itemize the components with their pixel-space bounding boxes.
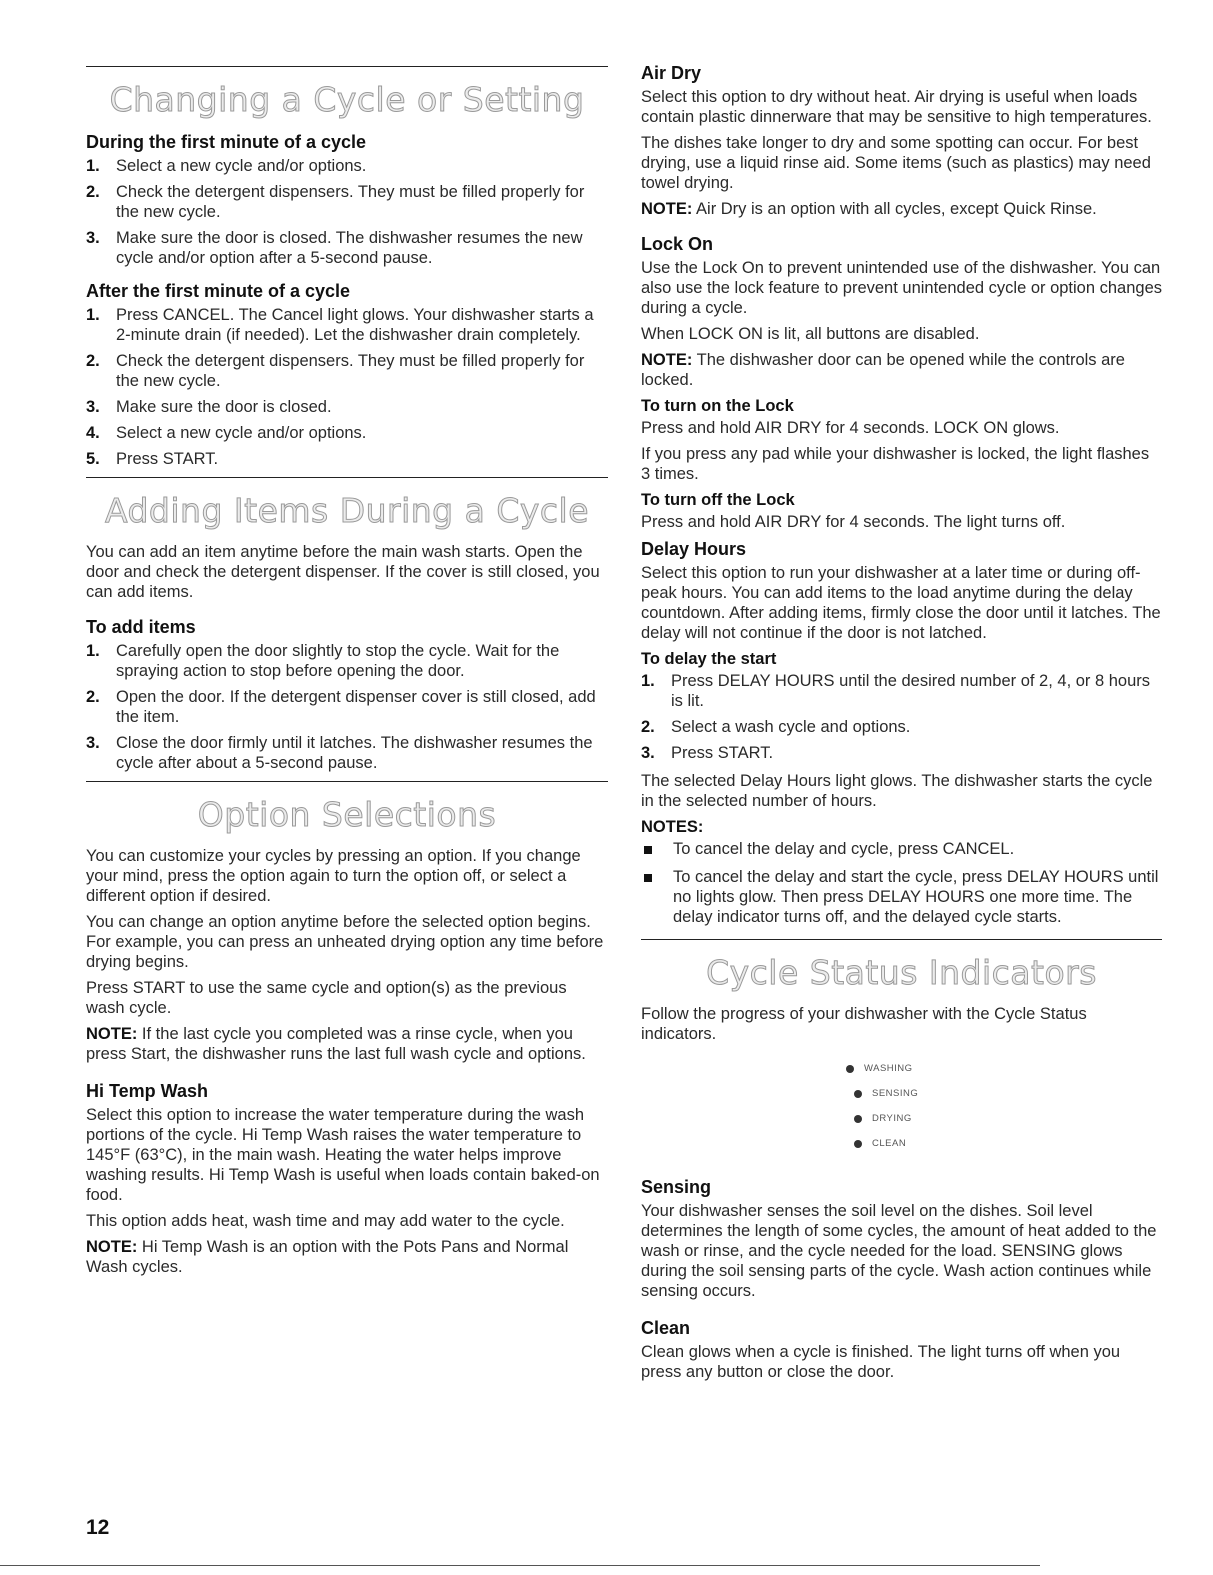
hitemp-note: NOTE: Hi Temp Wash is an option with the Pots Pans and Normal Wash cycles. xyxy=(86,1238,569,1276)
left-column xyxy=(86,58,608,1283)
list-item: 2. Check the detergent dispensers. They must be filled properly for the new cycle. xyxy=(86,183,585,221)
section-title-status: Cycle Status Indicators xyxy=(706,953,1097,992)
lock-p1: Use the Lock On to prevent unintended use of the dishwasher. You can also use the lock feature to prevent unintended cycle or option changes during a cycle. xyxy=(641,259,1163,317)
lock-on-heading: To turn on the Lock xyxy=(641,397,794,415)
status-intro: Follow the progress of your dishwasher with the Cycle Status indicators. xyxy=(641,1005,1087,1043)
sensing-p: Your dishwasher senses the soil level on the dishes. Soil level determines the length of some cycles, the amount of heat added to the wash or rinse, and the cycle needed for the load. SENSING glows during the soil sensing parts of the cycle. Wash action continues while sensing occurs. xyxy=(641,1202,1157,1300)
list-item: 4. Select a new cycle and/or options. xyxy=(86,424,367,442)
indicator-clean: CLEAN xyxy=(854,1131,1162,1156)
list-item: To cancel the delay and cycle, press CANCEL. xyxy=(641,839,1162,859)
delay-steps xyxy=(641,671,1162,763)
airdry-note: NOTE: Air Dry is an option with all cycles, except Quick Rinse. xyxy=(641,200,1097,218)
first-minute-heading: During the first minute of a cycle xyxy=(86,132,367,152)
lock-note: NOTE: The dishwasher door can be opened while the controls are locked. xyxy=(641,351,1125,389)
list-item: 1. Press CANCEL. The Cancel light glows. Your dishwasher starts a 2-minute drain (if needed). Let the dishwasher drain completely. xyxy=(86,306,594,344)
list-item: 3. Make sure the door is closed. xyxy=(86,398,332,416)
section-title-options: Option Selections xyxy=(197,795,497,834)
lock-p2: When LOCK ON is lit, all buttons are disabled. xyxy=(641,325,980,343)
options-note: NOTE: If the last cycle you completed was a rinse cycle, when you press Start, the dishwasher runs the last full wash cycle and options. xyxy=(86,1025,586,1063)
hitemp-p2: This option adds heat, wash time and may add water to the cycle. xyxy=(86,1212,565,1230)
delay-p2: The selected Delay Hours light glows. The dishwasher starts the cycle in the selected number of hours. xyxy=(641,772,1153,810)
indicator-light-icon xyxy=(846,1065,854,1073)
list-item: 2. Select a wash cycle and options. xyxy=(641,718,911,736)
delay-notes xyxy=(641,839,1162,927)
list-item: 1. Press DELAY HOURS until the desired number of 2, 4, or 8 hours is lit. xyxy=(641,672,1151,710)
airdry-p1: Select this option to dry without heat. Air drying is useful when loads contain plastic dinnerware that may be sensitive to high temperatures. xyxy=(641,88,1152,126)
lock-on-p1: Press and hold AIR DRY for 4 seconds. LOCK ON glows. xyxy=(641,419,1060,437)
indicator-washing: WASHING xyxy=(846,1056,1162,1081)
airdry-heading: Air Dry xyxy=(641,63,702,83)
delay-p1: Select this option to run your dishwasher at a later time or during off-peak hours. You can add items to the load anytime during the delay countdown. After adding items, firmly close the door until it latches. The delay will not continue if the door is not latched. xyxy=(641,564,1161,642)
lock-off-heading: To turn off the Lock xyxy=(641,491,795,509)
list-item: 2. Check the detergent dispensers. They must be filled properly for the new cycle. xyxy=(86,352,585,390)
options-p1: You can customize your cycles by pressing an option. If you change your mind, press the option again to turn the option off, or select a different option if desired. xyxy=(86,847,581,905)
cycle-status-indicators xyxy=(846,1056,1162,1156)
section-divider xyxy=(641,939,1162,940)
delay-start-heading: To delay the start xyxy=(641,650,777,668)
indicator-light-icon xyxy=(854,1115,862,1123)
section-divider xyxy=(86,66,608,67)
list-item: 3. Press START. xyxy=(641,744,774,762)
footer-divider xyxy=(0,1565,1040,1566)
lock-off-p: Press and hold AIR DRY for 4 seconds. The light turns off. xyxy=(641,513,1066,531)
section-title-changing: Changing a Cycle or Setting xyxy=(109,80,585,119)
delay-heading: Delay Hours xyxy=(641,539,747,559)
to-add-heading: To add items xyxy=(86,617,196,637)
airdry-p2: The dishes take longer to dry and some spotting can occur. For best drying, use a liquid rinse aid. Some items (such as plastics) may need towel drying. xyxy=(641,134,1151,192)
clean-p: Clean glows when a cycle is finished. The light turns off when you press any button or close the door. xyxy=(641,1343,1121,1381)
hitemp-heading: Hi Temp Wash xyxy=(86,1081,209,1101)
list-item: 1. Select a new cycle and/or options. xyxy=(86,157,367,175)
after-minute-steps xyxy=(86,305,608,469)
section-title-adding: Adding Items During a Cycle xyxy=(104,491,590,530)
lock-on-p2: If you press any pad while your dishwasher is locked, the light flashes 3 times. xyxy=(641,445,1150,483)
adding-intro: You can add an item anytime before the main wash starts. Open the door and check the detergent dispenser. If the cover is still closed, you can add items. xyxy=(86,543,600,601)
right-column xyxy=(641,62,1162,1388)
clean-heading: Clean xyxy=(641,1318,691,1338)
list-item: 3. Make sure the door is closed. The dishwasher resumes the new cycle and/or option after a 5-second pause. xyxy=(86,229,583,267)
list-item: To cancel the delay and start the cycle, press DELAY HOURS until no lights glow. Then press DELAY HOURS one more time. The delay indicator turns off, and the delayed cycle starts. xyxy=(641,867,1162,927)
list-item: 5. Press START. xyxy=(86,450,219,468)
sensing-heading: Sensing xyxy=(641,1177,712,1197)
list-item: 3. Close the door firmly until it latches. The dishwasher resumes the cycle after about a 5-second pause. xyxy=(86,734,593,772)
indicator-drying: DRYING xyxy=(854,1106,1162,1131)
add-steps xyxy=(86,641,608,773)
indicator-light-icon xyxy=(854,1090,862,1098)
lock-heading: Lock On xyxy=(641,234,714,254)
notes-label: NOTES: xyxy=(641,818,704,836)
page-number: 12 xyxy=(86,1516,110,1539)
first-minute-steps xyxy=(86,156,608,268)
section-divider xyxy=(86,477,608,478)
options-p3: Press START to use the same cycle and option(s) as the previous wash cycle. xyxy=(86,979,567,1017)
list-item: 2. Open the door. If the detergent dispenser cover is still closed, add the item. xyxy=(86,688,596,726)
list-item: 1. Carefully open the door slightly to stop the cycle. Wait for the spraying action to stop before opening the door. xyxy=(86,642,560,680)
section-divider xyxy=(86,781,608,782)
after-minute-heading: After the first minute of a cycle xyxy=(86,281,351,301)
options-p2: You can change an option anytime before the selected option begins. For example, you can press an unheated drying option any time before drying begins. xyxy=(86,913,604,971)
indicator-light-icon xyxy=(854,1140,862,1148)
indicator-sensing: SENSING xyxy=(854,1081,1162,1106)
hitemp-p1: Select this option to increase the water temperature during the wash portions of the cycle. Hi Temp Wash raises the water temperature to 145°F (63°C), in the main wash. Heating the water helps improve washing results. Hi Temp Wash is useful when loads contain baked-on food. xyxy=(86,1106,600,1204)
